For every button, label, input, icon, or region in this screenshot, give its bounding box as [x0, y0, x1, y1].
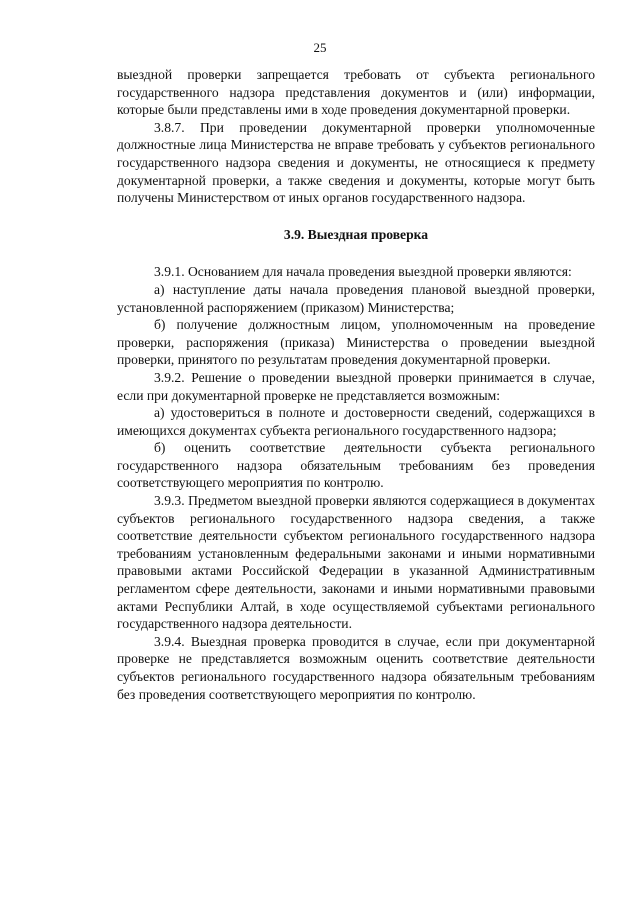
paragraph-3-9-2-a: а) удостовериться в полноте и достоверности сведений, содержащихся в имеющихся документах субъекта регионального государственного надзора;	[117, 405, 595, 438]
paragraph-3-9-1-b: б) получение должностным лицом, уполномоченным на проведение проверки, распоряжения (приказа) Министерства о проведении выездной проверки, принятого по результатам проведения документарной проверки.	[117, 317, 595, 368]
paragraph-3-9-1-a: а) наступление даты начала проведения плановой выездной проверки, установленной распоряжением (приказом) Министерства;	[117, 281, 595, 315]
paragraph-continued: выездной проверки запрещается требовать от субъекта регионального государственного надзора представления документов и (или) информации, которые были представлены ими в ходе проведения документарной проверки.	[117, 67, 595, 118]
paragraph-3-9-3: 3.9.3. Предметом выездной проверки являются содержащиеся в документах субъектов регионального государственного надзора сведения, а также соответствие деятельности субъектом регионального государственного надзора требованиям установленным федеральными законами и иными нормативными правовыми актами Российской Федерации в указанной Административным регламентом сфере деятельности, законами и иными нормативными правовыми актами Республики Алтай, в ходе осуществляемой субъектами регионального государственного надзора деятельности.	[117, 493, 595, 632]
paragraph-3-9-2: 3.9.2. Решение о проведении выездной проверки принимается в случае, если при документарной проверке не представляется возможным:	[117, 369, 595, 403]
paragraph-3-9-1: 3.9.1. Основанием для начала проведения выездной проверки являются:	[154, 264, 572, 280]
section-title: 3.9. Выездная проверка	[283, 226, 429, 242]
paragraph-3-9-4: 3.9.4. Выездная проверка проводится в случае, если при документарной проверке не представляется возможным оценить соответствие деятельности субъектов регионального государственного надзора обязательным требованиям без проведения соответствующего мероприятия по контролю.	[117, 633, 595, 702]
page-number: 25	[313, 40, 327, 55]
paragraph-3-9-2-b: б) оценить соответствие деятельности субъекта регионального государственного надзора обязательным требованиям без проведения соответствующего мероприятия по контролю.	[117, 440, 595, 491]
document-body	[117, 66, 595, 703]
paragraph-3-8-7: 3.8.7. При проведении документарной проверки уполномоченные должностные лица Министерства не вправе требовать у субъектов регионального государственного надзора сведения и документы, не относящиеся к предмету документарной проверки, а также сведения и документы, которые могут быть получены Министерством от иных органов государственного надзора.	[117, 119, 595, 206]
